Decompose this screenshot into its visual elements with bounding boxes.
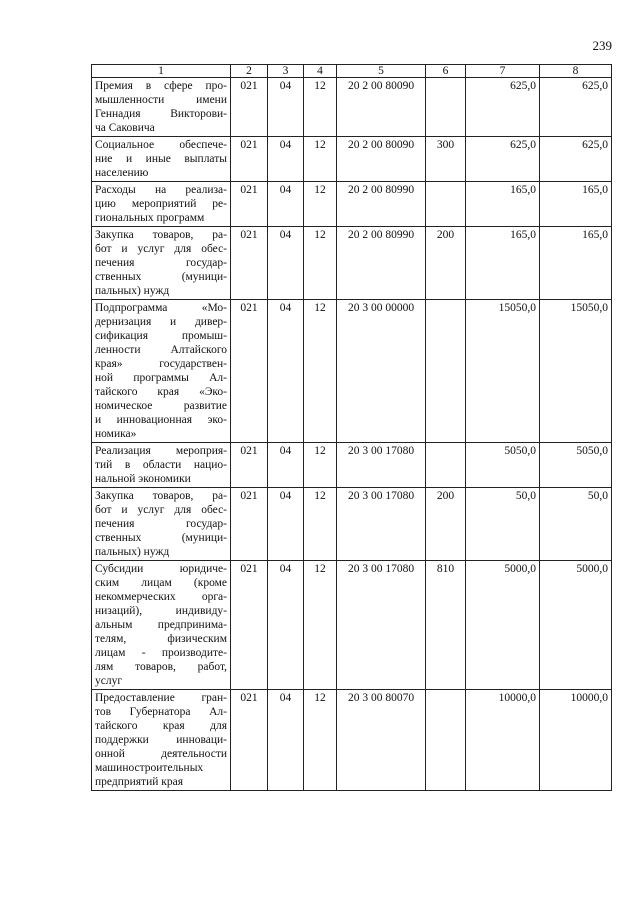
column-header: 4 [304,65,337,78]
item-name-line: лям товаров, работ, [95,661,227,673]
cell-expense-type: 200 [426,227,466,300]
item-name-line: Премия в сфере про- [95,80,227,92]
cell-item-name [92,182,231,227]
cell-section: 04 [268,443,304,488]
item-name-line: телям, физическим [95,633,227,645]
table-row [92,690,612,791]
cell-item-name [92,561,231,690]
cell-amount-2: 165,0 [540,182,612,227]
cell-amount-1: 165,0 [466,182,540,227]
item-name-line: Закупка товаров, ра- [95,229,227,241]
cell-section: 04 [268,300,304,443]
table-row [92,300,612,443]
item-name-line: печения государ- [95,518,227,530]
item-name-line: пальных) нужд [95,285,170,297]
item-name-line: печения государ- [95,257,227,269]
cell-ministry-code: 021 [231,690,268,791]
cell-ministry-code: 021 [231,561,268,690]
column-header: 3 [268,65,304,78]
item-name-line: Расходы на реализа- [95,184,227,196]
item-name-line: номика» [95,428,137,440]
item-name-line: альным предпринима- [95,619,227,631]
cell-subsection: 12 [304,488,337,561]
item-name-line: номическое развитие [95,400,227,412]
cell-target-article: 20 2 00 80090 [337,137,426,182]
item-name-line: Предоставление гран- [95,692,227,704]
cell-expense-type [426,300,466,443]
cell-expense-type [426,443,466,488]
cell-expense-type: 200 [426,488,466,561]
item-name-line: гиональных программ [95,212,205,224]
column-header: 2 [231,65,268,78]
item-name-line: ной программы Ал- [95,372,227,384]
cell-expense-type [426,690,466,791]
table-row [92,182,612,227]
item-name-line: края» государствен- [95,358,227,370]
cell-amount-1: 5000,0 [466,561,540,690]
cell-target-article: 20 2 00 80990 [337,227,426,300]
cell-subsection: 12 [304,227,337,300]
table-row [92,227,612,300]
cell-ministry-code: 021 [231,488,268,561]
item-name-line: сификация промыш- [95,330,227,342]
cell-section: 04 [268,227,304,300]
table-row [92,488,612,561]
item-name-line: машиностроительных [95,762,204,774]
item-name-line: бот и услуг для обес- [95,504,227,516]
cell-amount-1: 625,0 [466,78,540,137]
item-name-line: Социальное обеспече- [95,139,227,151]
item-name-line: Реализация мероприя- [95,445,227,457]
item-name-line: бот и услуг для обес- [95,243,227,255]
cell-amount-2: 5000,0 [540,561,612,690]
item-name-line: дернизация и дивер- [95,316,227,328]
item-name-line: пальных) нужд [95,546,170,558]
page-number: 239 [592,38,612,53]
item-name-line: нальной экономики [95,473,191,485]
cell-item-name [92,78,231,137]
item-name-line: Геннадия Викторови- [95,108,227,120]
cell-subsection: 12 [304,78,337,137]
cell-amount-2: 5050,0 [540,443,612,488]
cell-amount-2: 50,0 [540,488,612,561]
budget-table [91,64,612,791]
item-name-line: Закупка товаров, ра- [95,490,227,502]
cell-amount-1: 5050,0 [466,443,540,488]
column-header: 6 [426,65,466,78]
cell-ministry-code: 021 [231,78,268,137]
cell-subsection: 12 [304,443,337,488]
item-name-line: тайского края «Эко- [95,386,227,398]
cell-amount-2: 165,0 [540,227,612,300]
cell-section: 04 [268,690,304,791]
cell-target-article: 20 3 00 80070 [337,690,426,791]
cell-amount-1: 50,0 [466,488,540,561]
cell-section: 04 [268,78,304,137]
cell-amount-2: 625,0 [540,137,612,182]
item-name-line: мышленности имени [95,94,227,106]
cell-expense-type: 810 [426,561,466,690]
item-name-line: и инновационная эко- [95,414,227,426]
cell-expense-type [426,182,466,227]
cell-amount-1: 165,0 [466,227,540,300]
item-name-line: ленности Алтайского [95,344,227,356]
cell-target-article: 20 3 00 17080 [337,443,426,488]
column-header: 7 [466,65,540,78]
item-name-line: ственных (муници- [95,271,227,283]
cell-ministry-code: 021 [231,137,268,182]
item-name-line: ча Саковича [95,122,155,134]
cell-target-article: 20 3 00 00000 [337,300,426,443]
cell-amount-1: 625,0 [466,137,540,182]
cell-section: 04 [268,561,304,690]
cell-ministry-code: 021 [231,182,268,227]
cell-target-article: 20 3 00 17080 [337,561,426,690]
item-name-line: ским лицам (кроме [95,577,227,589]
item-name-line: тайского края для [95,720,227,732]
item-name-line: Субсидии юридиче- [95,563,227,575]
cell-amount-1: 10000,0 [466,690,540,791]
column-header: 8 [540,65,612,78]
item-name-line: некоммерческих орга- [95,591,227,603]
cell-subsection: 12 [304,137,337,182]
cell-ministry-code: 021 [231,443,268,488]
column-header: 1 [92,65,231,78]
item-name-line: предприятий края [95,776,183,788]
cell-expense-type [426,78,466,137]
item-name-line: ственных (муници- [95,532,227,544]
cell-amount-2: 10000,0 [540,690,612,791]
cell-ministry-code: 021 [231,300,268,443]
table-body [92,78,612,791]
cell-target-article: 20 2 00 80990 [337,182,426,227]
item-name-line: цию мероприятий ре- [95,198,227,210]
table-row [92,137,612,182]
cell-expense-type: 300 [426,137,466,182]
cell-amount-2: 625,0 [540,78,612,137]
cell-section: 04 [268,137,304,182]
item-name-line: лицам - производите- [95,647,227,659]
cell-amount-1: 15050,0 [466,300,540,443]
cell-item-name [92,300,231,443]
table-row [92,443,612,488]
cell-item-name [92,690,231,791]
item-name-line: Подпрограмма «Мо- [95,302,227,314]
column-header: 5 [337,65,426,78]
item-name-line: населению [95,167,149,179]
cell-section: 04 [268,488,304,561]
table-row [92,561,612,690]
item-name-line: поддержки инноваци- [95,734,227,746]
cell-item-name [92,137,231,182]
cell-item-name [92,488,231,561]
cell-ministry-code: 021 [231,227,268,300]
item-name-line: онной деятельности [95,748,227,760]
item-name-line: ние и иные выплаты [95,153,227,165]
cell-target-article: 20 2 00 80090 [337,78,426,137]
item-name-line: низаций), индивиду- [95,605,227,617]
item-name-line: услуг [95,675,123,687]
cell-item-name [92,227,231,300]
cell-subsection: 12 [304,561,337,690]
cell-section: 04 [268,182,304,227]
cell-subsection: 12 [304,690,337,791]
cell-target-article: 20 3 00 17080 [337,488,426,561]
cell-item-name [92,443,231,488]
table-header-row [92,65,612,78]
cell-subsection: 12 [304,300,337,443]
cell-amount-2: 15050,0 [540,300,612,443]
item-name-line: тов Губернатора Ал- [95,706,227,718]
table-row [92,78,612,137]
item-name-line: тий в области нацио- [95,459,227,471]
cell-subsection: 12 [304,182,337,227]
